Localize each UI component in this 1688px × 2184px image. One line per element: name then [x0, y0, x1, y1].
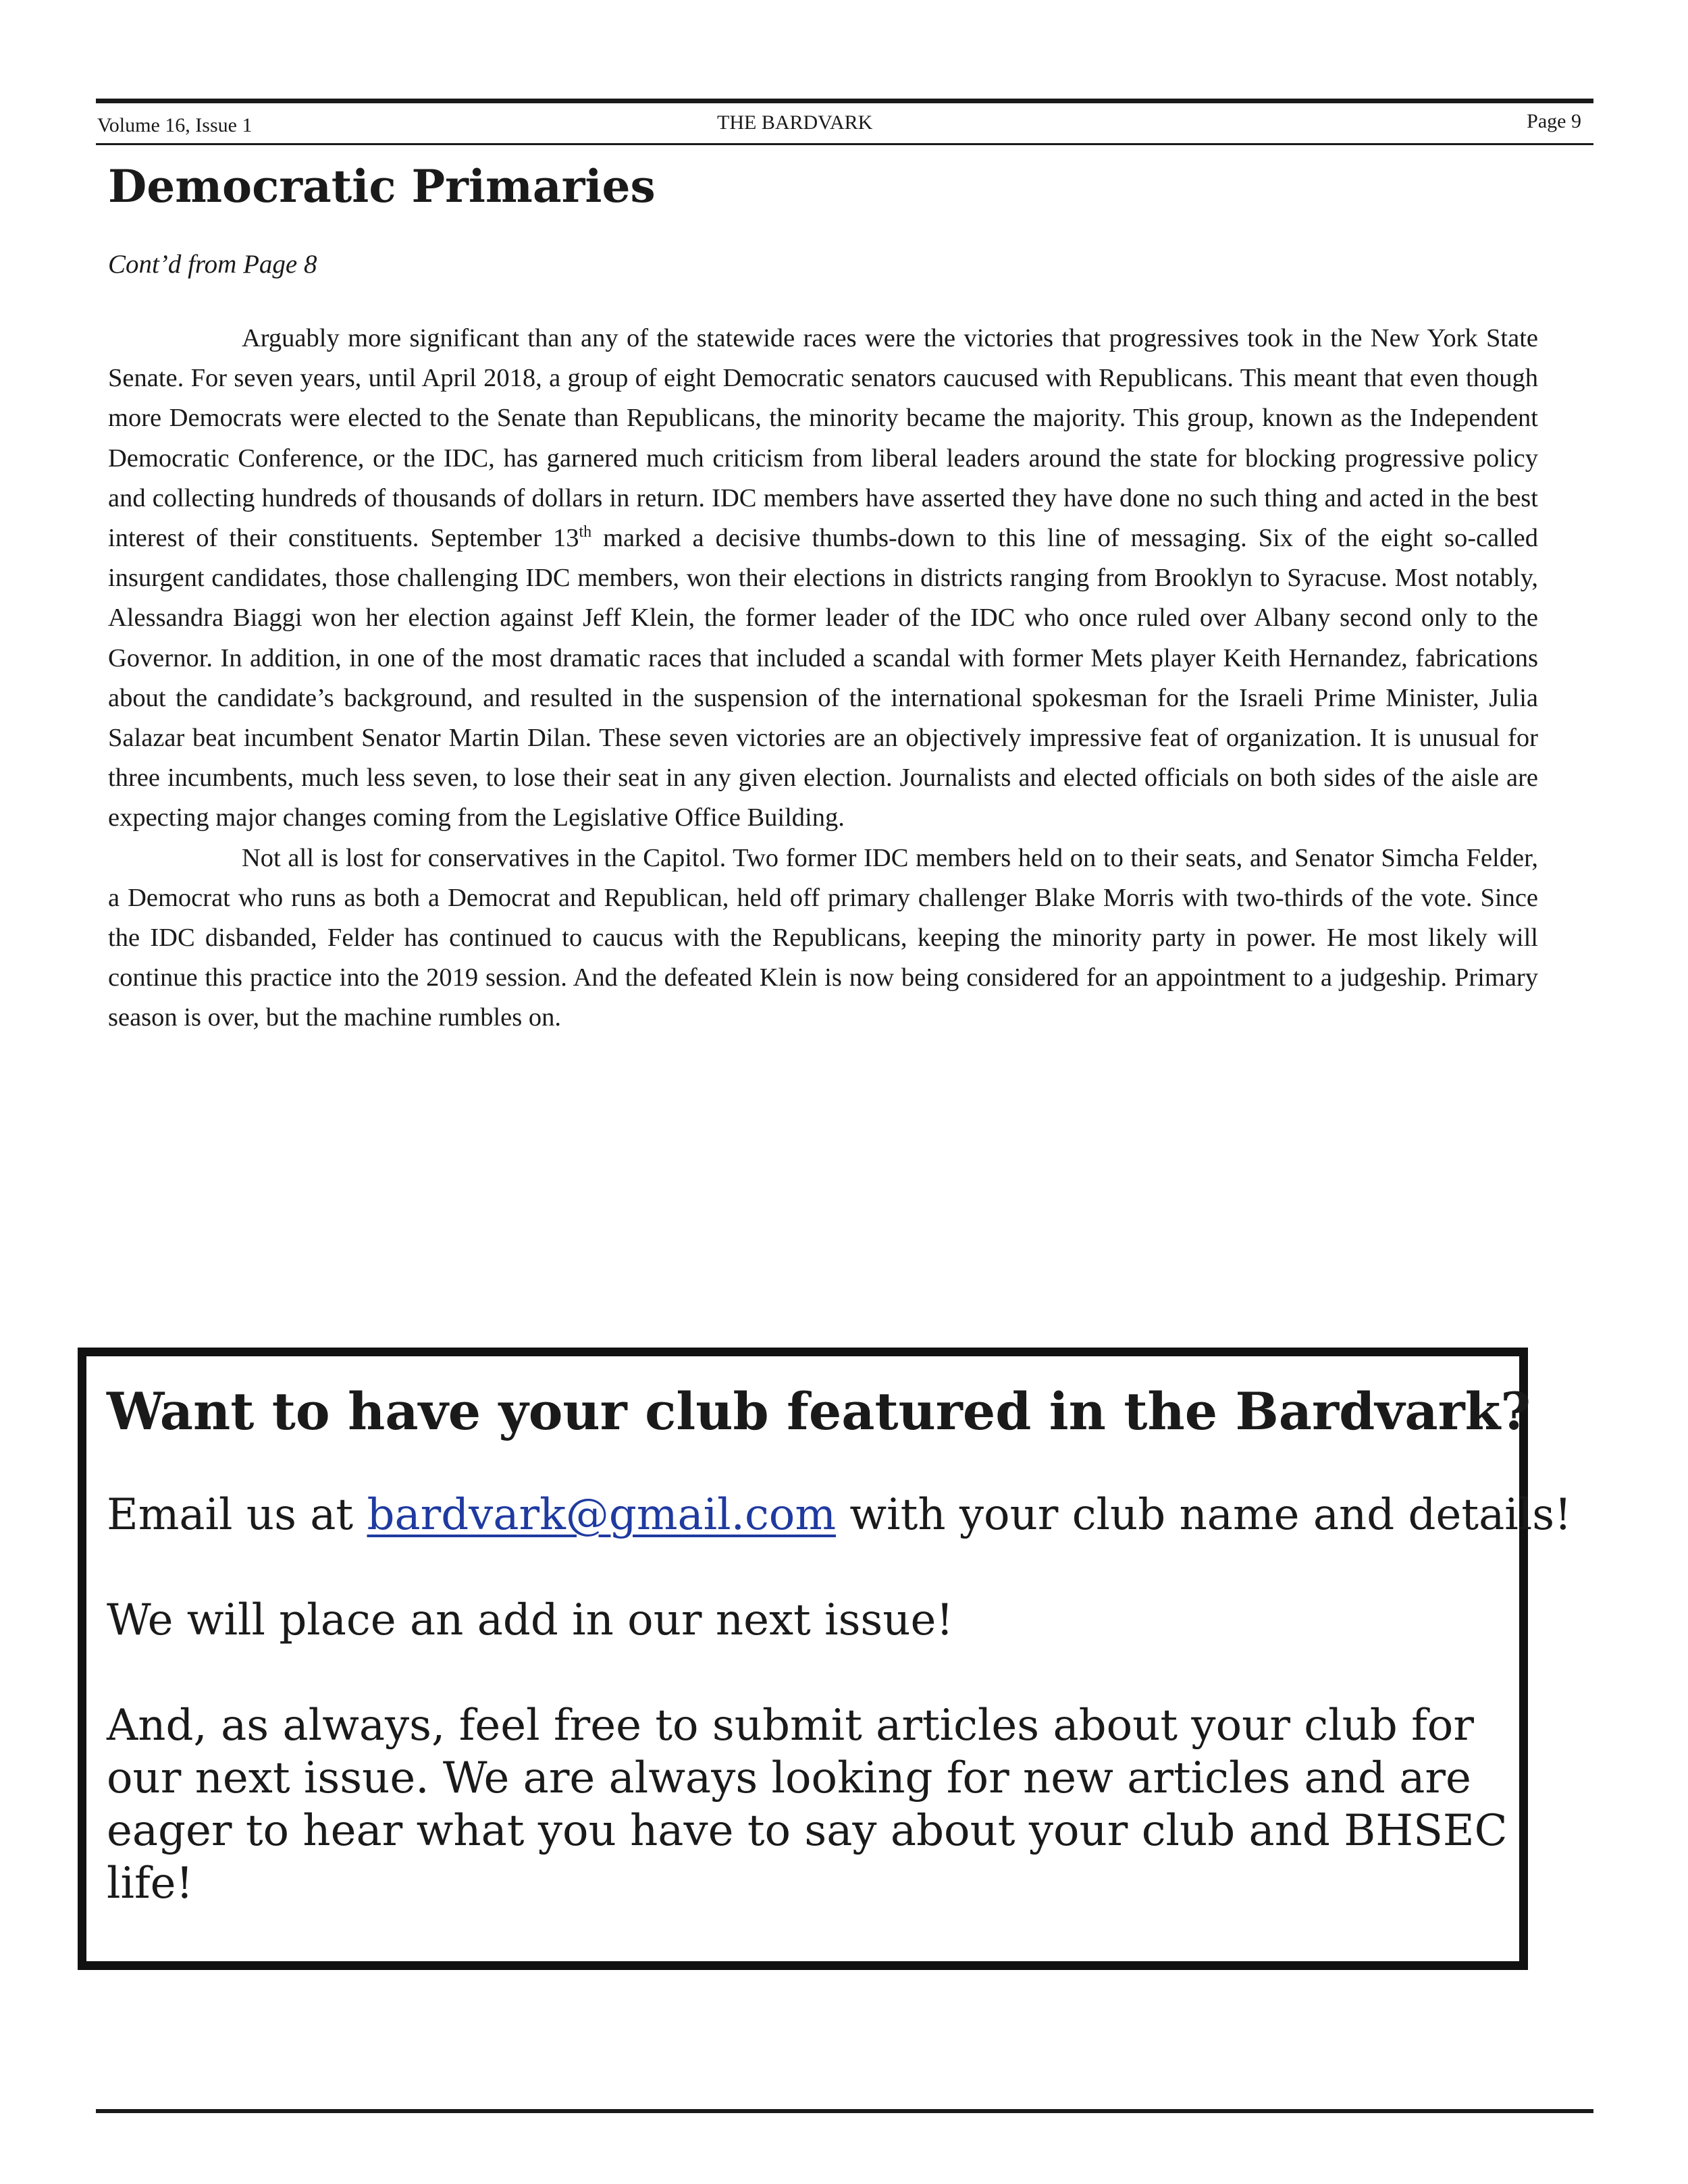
footer-rule — [96, 2109, 1593, 2113]
ad-place-line: We will place an add in our next issue! — [107, 1595, 954, 1645]
ad-submit-paragraph: And, as always, feel free to submit articles about your club for our next issue. We are always looking for new articles and are eager to hear what you have to say about your club and BHSEC life! — [107, 1701, 1508, 1909]
header-top-rule — [96, 99, 1593, 103]
publication-name: THE BARDVARK — [717, 111, 873, 134]
article-paragraph-1-text-a: Arguably more significant than any of the statewide races were the victories that progressives took in the New York State Senate. For seven years, until April 2018, a group of eight Democratic senators caucused with Republicans. This meant that even though more Democrats were elected to the Senate than Republicans, the minority became the majority. This group, known as the Independent Democratic Conference, or the IDC, has garnered much criticism from liberal leaders around the state for blocking progressive policy and collecting hundreds of thousands of dollars in return. IDC members have asserted they have done no such thing and acted in the best interest of their constituents. September 13 — [108, 324, 1538, 553]
ad-email-prefix: Email us at — [107, 1490, 367, 1540]
volume-issue: Volume 16, Issue 1 — [97, 114, 253, 136]
continued-note: Cont’d from Page 8 — [108, 250, 317, 279]
page-number: Page 9 — [1527, 110, 1581, 132]
article-title: Democratic Primaries — [108, 160, 656, 213]
ordinal-superscript: th — [579, 523, 592, 541]
club-ad-box — [78, 1348, 1572, 1970]
article-paragraph-1 — [108, 319, 1538, 838]
ad-email-line — [107, 1489, 1572, 1541]
email-link[interactable]: bardvark@gmail.com — [367, 1490, 836, 1540]
article-body — [108, 319, 1538, 1038]
ad-title: Want to have your club featured in the Bardvark? — [107, 1381, 1531, 1441]
article-paragraph-1-text-b: marked a decisive thumbs-down to this line of messaging. Six of the eight so-called insurgent candidates, those challenging IDC members, won their elections in districts ranging from Brooklyn to Syracuse. Most notably, Alessandra Biaggi won her election against Jeff Klein, the former leader of the IDC who once ruled over Albany second only to the Governor. In addition, in one of the most dramatic races that included a scandal with former Mets player Keith Hernandez, fabrications about the candidate’s background, and resulted in the suspension of the international spokesman for the Israeli Prime Minister, Julia Salazar beat incumbent Senator Martin Dilan. These seven victories are an objectively impressive feat of organization. It is unusual for three incumbents, much less seven, to lose their seat in any given election. Journalists and elected officials on both sides of the aisle are expecting major changes coming from the Legislative Office Building. — [108, 524, 1538, 832]
ad-email-suffix: with your club name and details! — [836, 1490, 1572, 1540]
header-bottom-rule — [96, 143, 1593, 145]
article-paragraph-2: Not all is lost for conservatives in the Capitol. Two former IDC members held on to their seats, and Senator Simcha Felder, a Democrat who runs as both a Democrat and Republican, held off primary challenger Blake Morris with two-thirds of the vote. Since the IDC disbanded, Felder has continued to caucus with the Republicans, keeping the minority party in power. He most likely will continue this practice into the 2019 session. And the defeated Klein is now being considered for an appointment to a judgeship. Primary season is over, but the machine rumbles on. — [108, 843, 1538, 1032]
